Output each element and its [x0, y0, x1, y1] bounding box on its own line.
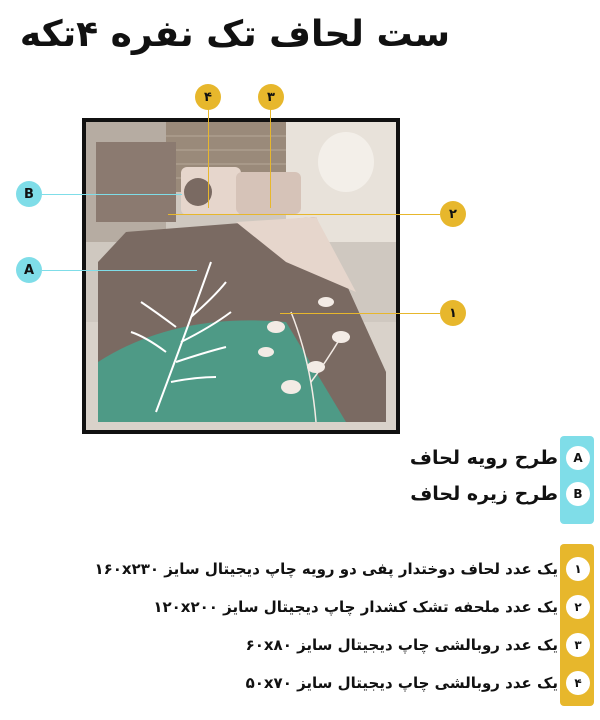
- callout-3-badge: ۳: [258, 84, 284, 110]
- callout-2-badge: ۲: [440, 201, 466, 227]
- callout-3-line: [270, 108, 271, 208]
- list-key: ۳: [566, 633, 590, 657]
- legend-item-a: [410, 440, 590, 476]
- callout-b-badge: B: [16, 181, 42, 207]
- legend-text: طرح رویه لحاف: [409, 447, 558, 469]
- list-key: ۱: [566, 557, 590, 581]
- legend-text: طرح زیره لحاف: [410, 483, 558, 505]
- callout-a-line: [42, 270, 197, 271]
- list-item-1: [94, 550, 590, 588]
- legend-item-b: [410, 476, 590, 512]
- bedding-illustration: [86, 122, 396, 430]
- list-text: یک عدد روبالشی چاپ دیجیتال سایز ۵۰x۷۰: [245, 674, 558, 692]
- callout-a-badge: A: [16, 257, 42, 283]
- list-item-3: [246, 626, 590, 664]
- legend-key: B: [566, 482, 590, 506]
- list-key: ۲: [566, 595, 590, 619]
- list-key: ۴: [566, 671, 590, 695]
- list-text: یک عدد لحاف دوختدار پفی دو رویه چاپ دیجیتال سایز ۱۶۰x۲۳۰: [94, 560, 558, 578]
- callout-1-badge: ۱: [440, 300, 466, 326]
- page-title: ست لحاف تک نفره ۴تکه: [19, 14, 450, 55]
- list-item-4: [246, 664, 590, 702]
- callout-1-line: [280, 313, 440, 314]
- list-text: یک عدد ملحفه تشک کشدار چاپ دیجیتال سایز ۱۲۰x۲۰۰: [153, 598, 558, 616]
- callout-b-line: [42, 194, 182, 195]
- list-item-2: [153, 588, 590, 626]
- callout-2-line: [168, 214, 440, 215]
- callout-4-line: [208, 108, 209, 208]
- callout-4-badge: ۴: [195, 84, 221, 110]
- product-image: [82, 118, 400, 434]
- legend-key: A: [566, 446, 590, 470]
- list-text: یک عدد روبالشی چاپ دیجیتال سایز ۶۰x۸۰: [245, 636, 558, 654]
